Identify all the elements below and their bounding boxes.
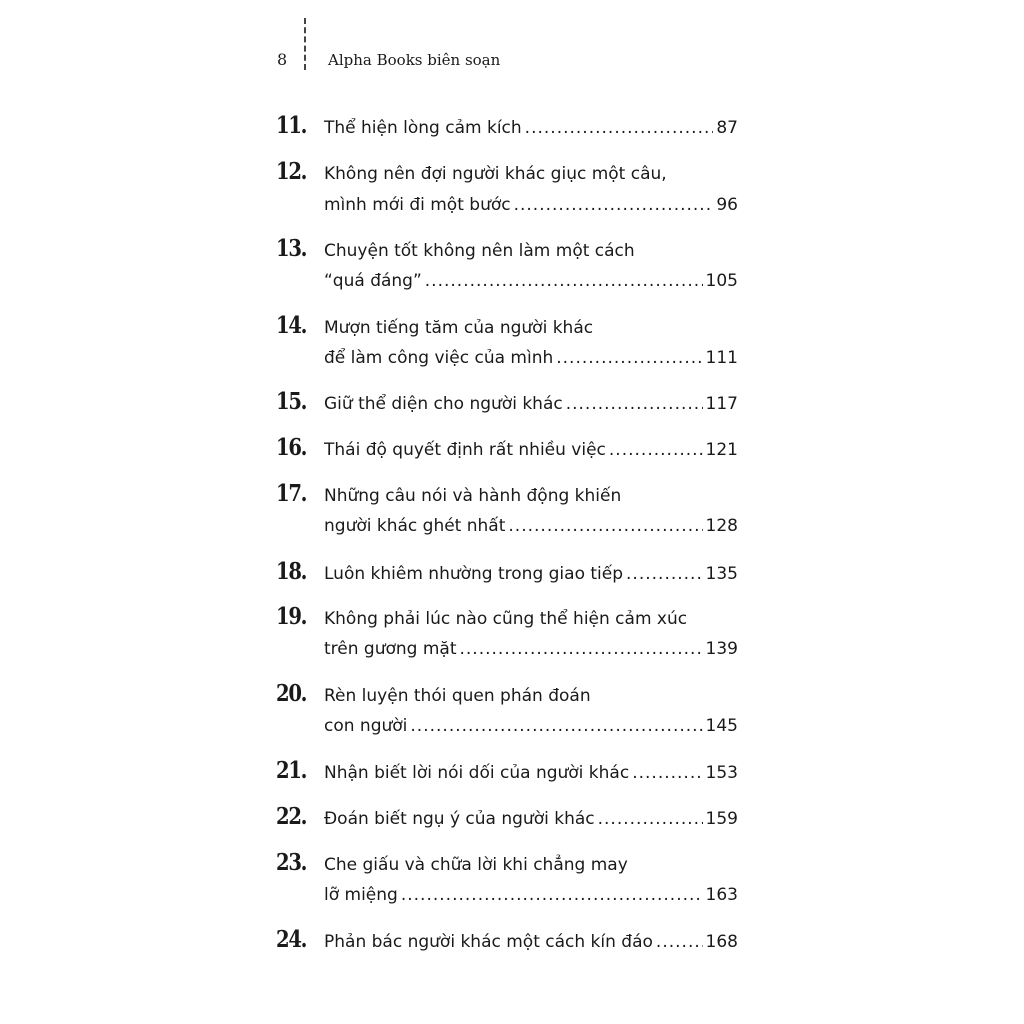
dot-leader <box>525 118 714 138</box>
dot-leader <box>598 809 703 829</box>
chapter-title: Luôn khiêm nhường trong giao tiếp <box>324 564 624 584</box>
toc-line <box>324 763 738 783</box>
dot-leader <box>609 440 703 460</box>
page-ref: 117 <box>705 394 738 414</box>
toc-line <box>324 855 738 875</box>
page-ref: 111 <box>705 348 738 368</box>
page-ref: 139 <box>705 639 738 659</box>
chapter-title: Giữ thể diện cho người khác <box>324 394 563 414</box>
toc-line <box>324 609 738 629</box>
page-ref: 105 <box>705 271 738 291</box>
chapter-title: Không phải lúc nào cũng thể hiện cảm xúc <box>324 609 688 629</box>
toc-line <box>324 348 738 368</box>
chapter-number: 17. <box>276 480 307 507</box>
toc-line <box>324 885 738 905</box>
page-ref: 159 <box>705 809 738 829</box>
toc-line <box>324 271 738 291</box>
chapter-title: Đoán biết ngụ ý của người khác <box>324 809 595 829</box>
chapter-number: 20. <box>276 680 307 707</box>
chapter-number: 16. <box>276 434 307 461</box>
toc-line <box>324 118 738 138</box>
dot-leader <box>508 516 702 536</box>
chapter-title: Chuyện tốt không nên làm một cách <box>324 241 635 261</box>
toc-line <box>324 639 738 659</box>
toc-line <box>324 164 738 184</box>
page-ref: 168 <box>705 932 738 952</box>
chapter-number: 18. <box>276 558 307 585</box>
chapter-title: Mượn tiếng tăm của người khác <box>324 318 594 338</box>
page-ref: 87 <box>716 118 738 138</box>
chapter-number: 23. <box>276 849 307 876</box>
chapter-title: Rèn luyện thói quen phán đoán <box>324 686 591 706</box>
chapter-number: 14. <box>276 312 307 339</box>
page-header <box>0 0 1024 90</box>
dot-leader <box>566 394 703 414</box>
dot-leader <box>401 885 703 905</box>
chapter-title-cont: trên gương mặt <box>324 639 457 659</box>
chapter-title: Những câu nói và hành động khiến <box>324 486 622 506</box>
toc-line <box>324 440 738 460</box>
chapter-number: 11. <box>276 112 307 139</box>
chapter-title: Che giấu và chữa lời khi chẳng may <box>324 855 628 875</box>
dot-leader <box>656 932 703 952</box>
chapter-title-cont: “quá đáng” <box>324 271 422 291</box>
toc-line <box>324 932 738 952</box>
toc-line <box>324 564 738 584</box>
page-ref: 128 <box>705 516 738 536</box>
chapter-number: 12. <box>276 158 307 185</box>
chapter-number: 19. <box>276 603 307 630</box>
page-ref: 96 <box>716 195 738 215</box>
dot-leader <box>626 564 703 584</box>
chapter-number: 15. <box>276 388 307 415</box>
page-ref: 121 <box>705 440 738 460</box>
chapter-number: 13. <box>276 235 307 262</box>
page-ref: 163 <box>705 885 738 905</box>
toc-line <box>324 809 738 829</box>
chapter-title: Thái độ quyết định rất nhiều việc <box>324 440 606 460</box>
page-ref: 153 <box>705 763 738 783</box>
chapter-title-cont: lỡ miệng <box>324 885 398 905</box>
dot-leader <box>410 716 702 736</box>
page-number: 8 <box>277 50 288 69</box>
toc-line <box>324 716 738 736</box>
toc-line <box>324 686 738 706</box>
chapter-title-cont: con người <box>324 716 408 736</box>
chapter-title-cont: để làm công việc của mình <box>324 348 554 368</box>
dot-leader <box>514 195 714 215</box>
dot-leader <box>460 639 703 659</box>
running-title: Alpha Books biên soạn <box>328 51 501 69</box>
toc-line <box>324 394 738 414</box>
header-divider <box>304 18 306 70</box>
toc-line <box>324 516 738 536</box>
chapter-title: Nhận biết lời nói dối của người khác <box>324 763 630 783</box>
dot-leader <box>425 271 703 291</box>
chapter-title-cont: người khác ghét nhất <box>324 516 506 536</box>
chapter-number: 22. <box>276 803 307 830</box>
toc-line <box>324 318 738 338</box>
chapter-number: 24. <box>276 926 307 953</box>
chapter-number: 21. <box>276 757 307 784</box>
dot-leader <box>556 348 702 368</box>
page-ref: 145 <box>705 716 738 736</box>
chapter-title: Phản bác người khác một cách kín đáo <box>324 932 653 952</box>
chapter-title: Không nên đợi người khác giục một câu, <box>324 164 667 184</box>
page-ref: 135 <box>705 564 738 584</box>
toc-line <box>324 486 738 506</box>
toc-line <box>324 241 738 261</box>
chapter-title: Thể hiện lòng cảm kích <box>324 118 522 138</box>
toc-line <box>324 195 738 215</box>
dot-leader <box>632 763 702 783</box>
chapter-title-cont: mình mới đi một bước <box>324 195 511 215</box>
